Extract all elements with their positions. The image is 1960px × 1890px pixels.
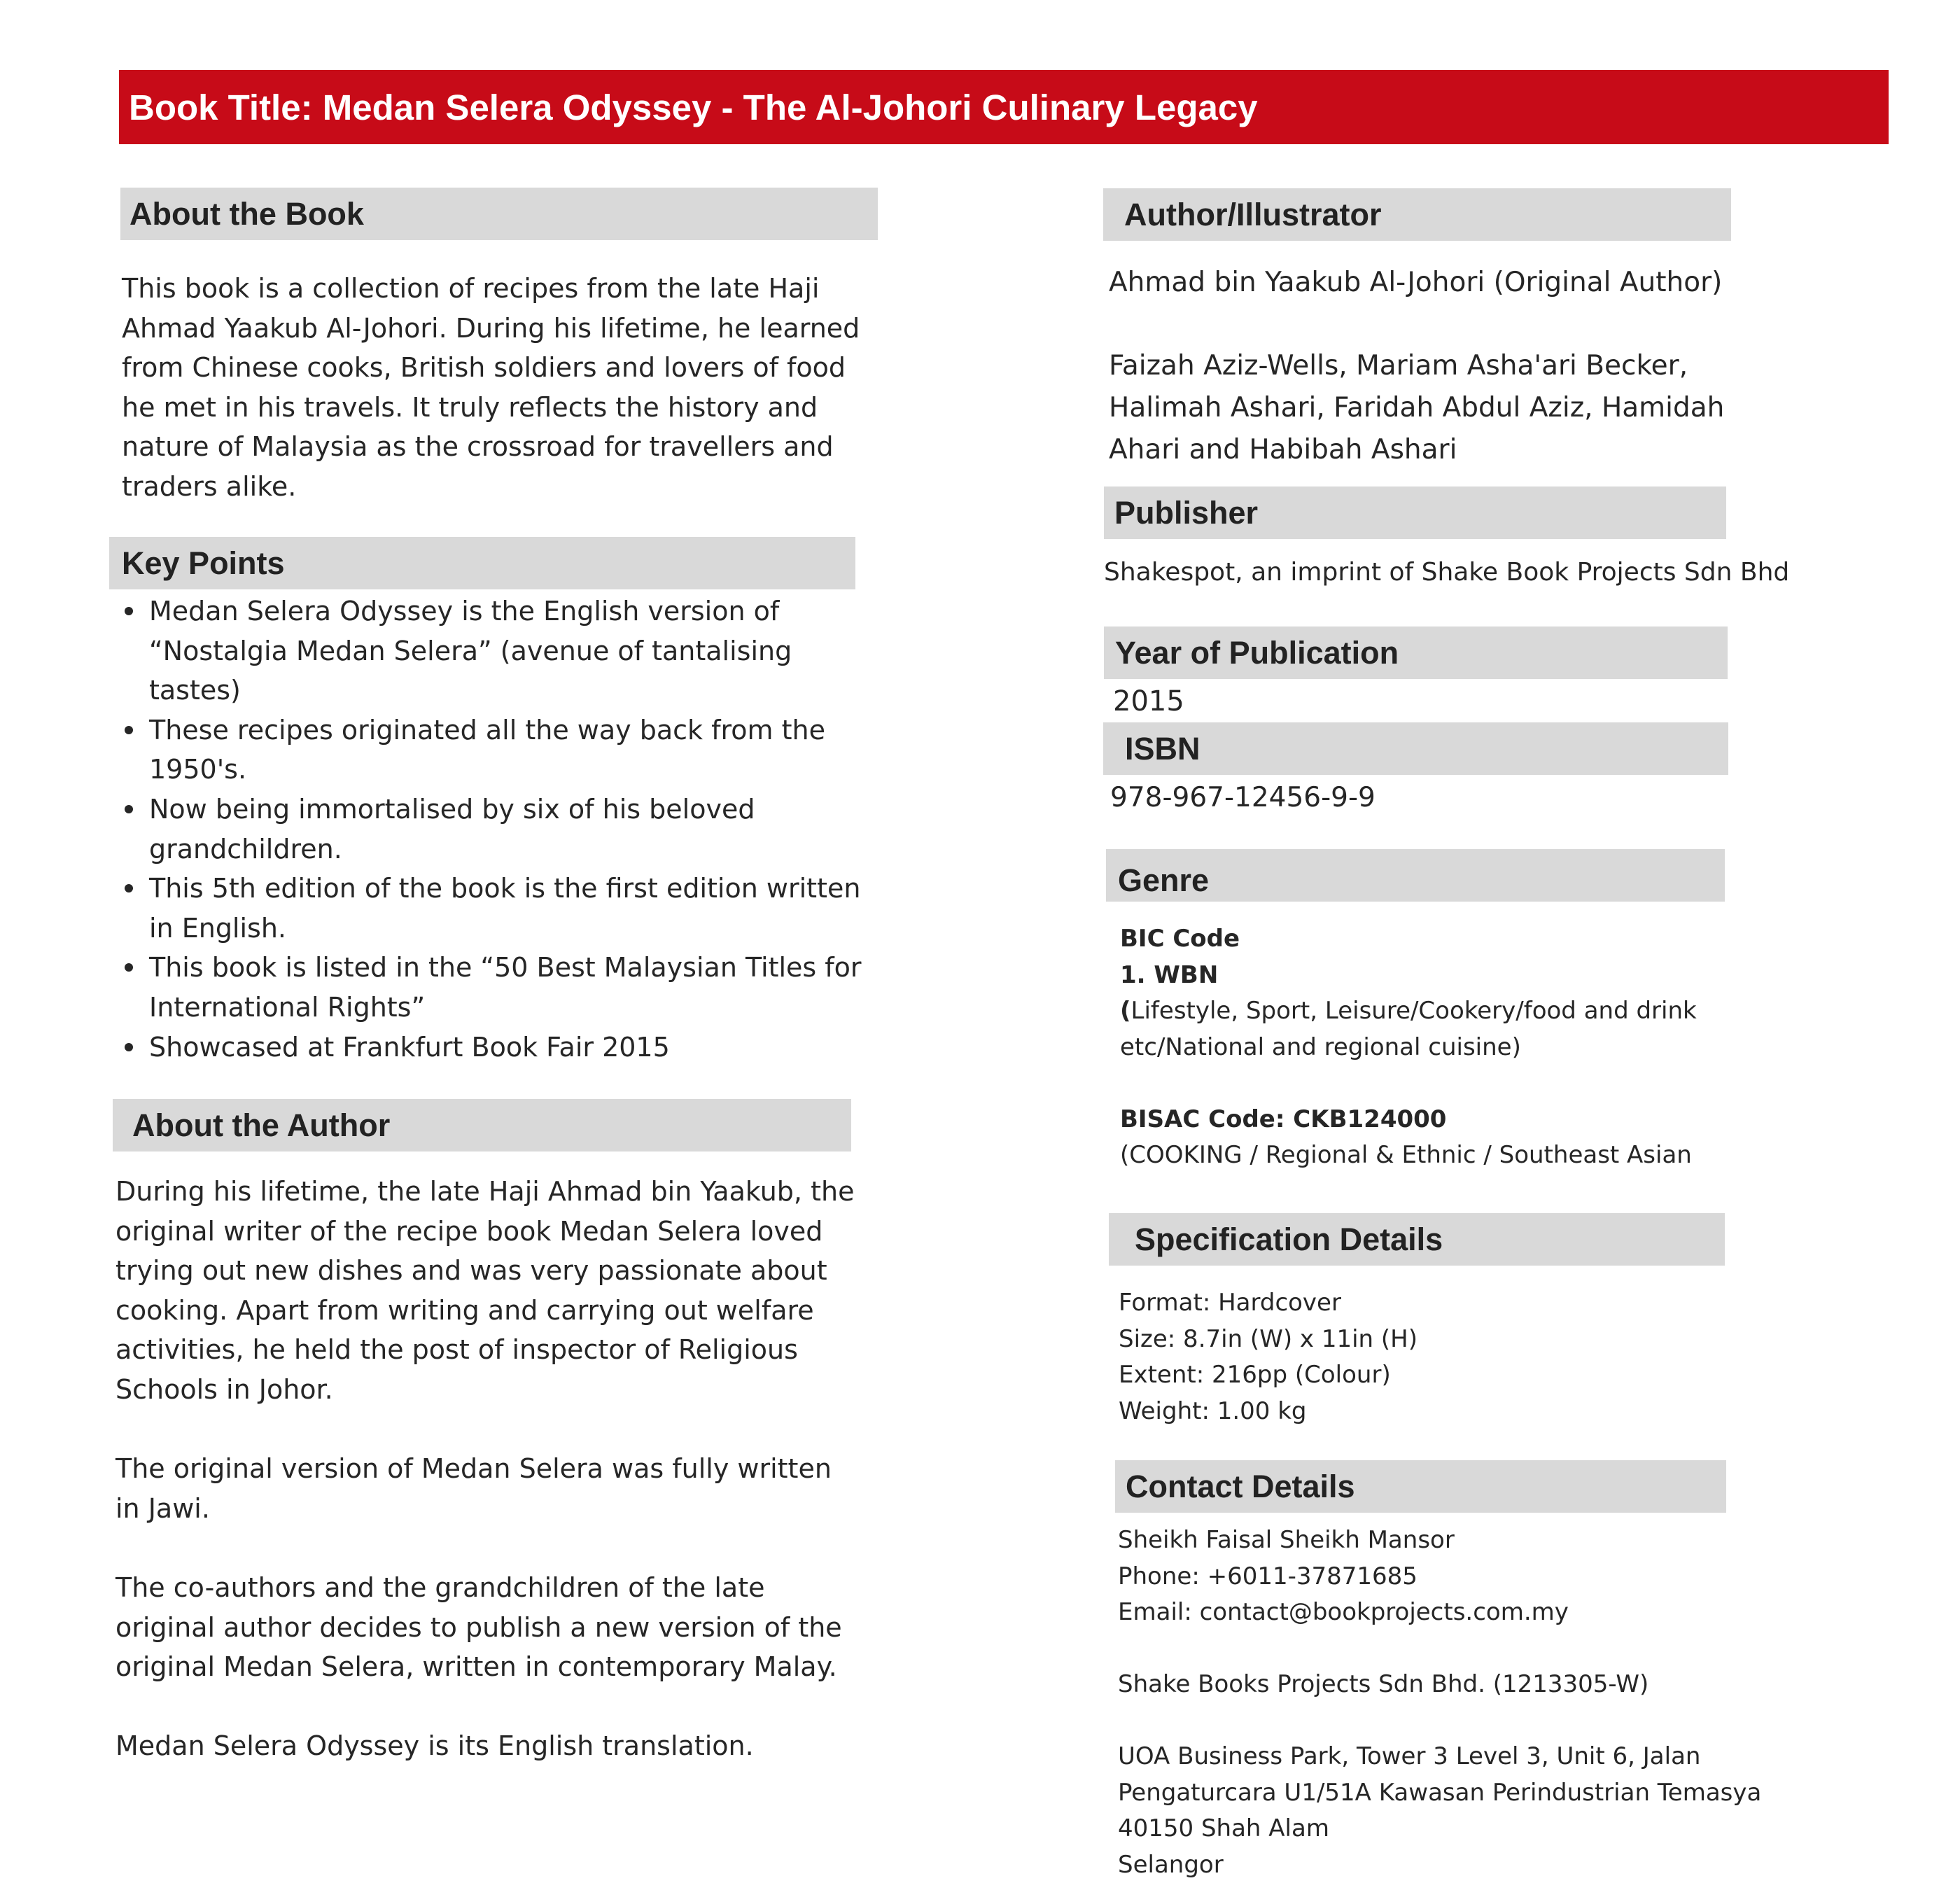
list-item: Now being immortalised by six of his beloved grandchildren. <box>119 790 868 869</box>
list-item: This 5th edition of the book is the first edition written in English. <box>119 869 868 948</box>
list-item: These recipes originated all the way back from the 1950's. <box>119 710 868 790</box>
list-item: Showcased at Frankfurt Book Fair 2015 <box>119 1028 868 1068</box>
list-item: This book is listed in the “50 Best Malaysian Titles for International Rights” <box>119 948 868 1027</box>
address-line: UOA Business Park, Tower 3 Level 3, Unit 6, Jalan <box>1118 1742 1701 1770</box>
bic-paren: ( <box>1120 997 1131 1025</box>
contact-heading-text: Contact Details <box>1126 1468 1355 1504</box>
publisher-text: Shakespot, an imprint of Shake Book Projects Sdn Bhd <box>1104 558 1790 587</box>
publisher-heading-text: Publisher <box>1114 494 1259 531</box>
isbn-heading <box>1103 722 1728 775</box>
about-author-paragraph: Medan Selera Odyssey is its English translation. <box>115 1730 754 1762</box>
bic-label: BIC Code <box>1120 925 1240 953</box>
original-author: Ahmad bin Yaakub Al-Johori (Original Author) <box>1109 267 1723 298</box>
specs-heading-text: Specification Details <box>1135 1221 1443 1257</box>
genre-details <box>1120 921 1750 1174</box>
key-points-heading <box>109 537 855 589</box>
spec-format: Format: Hardcover <box>1119 1289 1341 1317</box>
list-item: Medan Selera Odyssey is the English version of “Nostalgia Medan Selera” (avenue of tantalising tastes) <box>119 592 868 710</box>
co-authors: Faizah Aziz-Wells, Mariam Asha'ari Becker, Halimah Ashari, Faridah Abdul Aziz, Hamidah Ahari and Habibah Ashari <box>1109 350 1725 465</box>
spec-size: Size: 8.7in (W) x 11in (H) <box>1119 1324 1418 1353</box>
author-illustrator-heading-text: Author/Illustrator <box>1124 196 1382 232</box>
publisher-heading <box>1104 486 1726 539</box>
contact-heading <box>1115 1460 1726 1513</box>
specs-heading <box>1109 1213 1725 1266</box>
about-author-paragraph: The co-authors and the grandchildren of the late original author decides to publish a new version of the original Medan Selera, written in contemporary Malay. <box>115 1572 842 1683</box>
address-line: Selangor <box>1118 1850 1224 1879</box>
contact-name: Sheikh Faisal Sheikh Mansor <box>1118 1526 1455 1554</box>
bisac-label: BISAC Code: CKB124000 <box>1120 1105 1447 1133</box>
bic-description <box>1120 993 1722 1065</box>
bisac-description: (COOKING / Regional & Ethnic / Southeast Asian <box>1120 1141 1692 1169</box>
about-book-text: This book is a collection of recipes from the late Haji Ahmad Yaakub Al-Johori. During his lifetime, he learned from Chinese cooks, British soldiers and lovers of food he met in his travels. It truly reflects the history and nature of Malaysia as the crossroad for travellers and traders alike. <box>122 273 860 502</box>
isbn-heading-text: ISBN <box>1125 730 1200 766</box>
key-points-heading-text: Key Points <box>122 545 285 581</box>
key-points-list <box>119 592 868 1067</box>
spec-extent: Extent: 216pp (Colour) <box>1119 1361 1391 1389</box>
bic-desc: Lifestyle, Sport, Leisure/Cookery/food and drink etc/National and regional cuisine) <box>1120 997 1697 1061</box>
contact-details <box>1118 1522 1818 1883</box>
year-text: 2015 <box>1113 685 1184 718</box>
genre-heading-text: Genre <box>1118 862 1210 898</box>
about-author-paragraph: During his lifetime, the late Haji Ahmad bin Yaakub, the original writer of the recipe book Medan Selera loved trying out new dishes and was very passionate about cooking. Apart from writing and carrying out welfare activities, he held the post of inspector of Religious Schools in Johor. <box>115 1176 855 1405</box>
about-author-heading-text: About the Author <box>132 1107 391 1143</box>
about-author-paragraph: The original version of Medan Selera was fully written in Jawi. <box>115 1453 832 1524</box>
author-illustrator-heading <box>1103 188 1731 241</box>
address-line: Pengaturcara U1/51A Kawasan Perindustrian Temasya <box>1118 1778 1762 1807</box>
contact-phone: Phone: +6011-37871685 <box>1118 1562 1418 1590</box>
isbn-text: 978-967-12456-9-9 <box>1110 782 1376 813</box>
book-title: Book Title: Medan Selera Odyssey - The Al-Johori Culinary Legacy <box>129 87 1258 127</box>
genre-heading <box>1106 849 1725 902</box>
spec-weight: Weight: 1.00 kg <box>1119 1396 1307 1425</box>
address-line: 40150 Shah Alam <box>1118 1814 1329 1842</box>
contact-company: Shake Books Projects Sdn Bhd. (1213305-W) <box>1118 1670 1649 1698</box>
about-book-heading-text: About the Book <box>130 195 364 232</box>
bic-code: 1. WBN <box>1120 960 1219 989</box>
year-heading <box>1104 626 1728 679</box>
specs-details <box>1119 1285 1749 1429</box>
title-bar <box>119 70 1889 144</box>
year-heading-text: Year of Publication <box>1115 634 1399 671</box>
about-author-heading <box>113 1099 851 1152</box>
about-author-text <box>115 1172 858 1766</box>
about-book-heading <box>120 188 878 240</box>
author-list <box>1109 262 1781 471</box>
contact-email: Email: contact@bookprojects.com.my <box>1118 1598 1569 1626</box>
